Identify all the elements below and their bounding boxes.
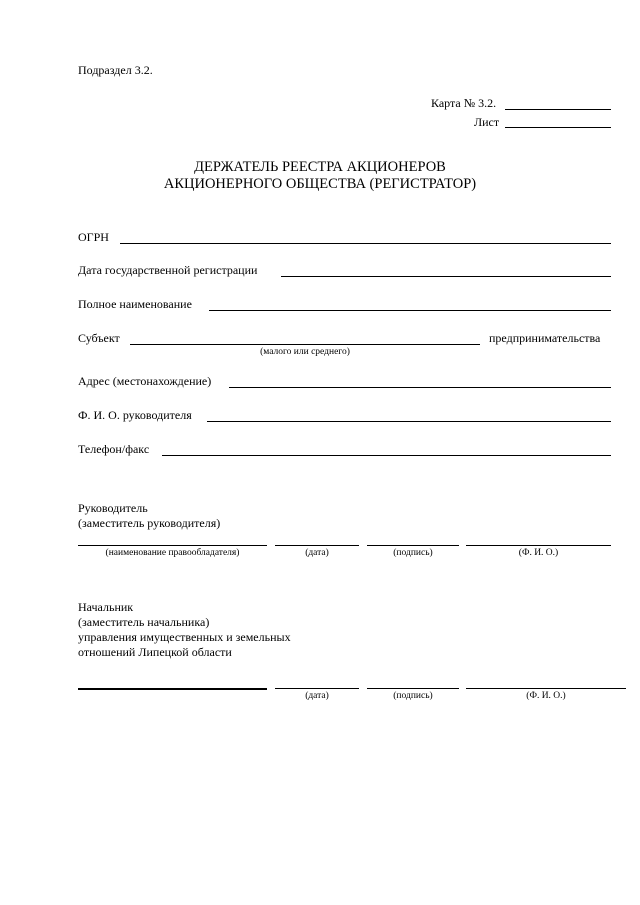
document-title-line1: ДЕРЖАТЕЛЬ РЕЕСТРА АКЦИОНЕРОВ [194,159,446,175]
director-field[interactable] [207,421,611,422]
signature1-sign-field[interactable] [367,545,459,546]
signature2-name-field[interactable] [78,688,267,690]
signature2-date-field[interactable] [275,688,359,689]
reg-date-label: Дата государственной регистрации [78,263,258,277]
signature1-holder-field[interactable] [78,545,267,546]
sheet-label: Лист [474,115,500,129]
reg-date-field[interactable] [281,276,611,277]
director-label: Ф. И. О. руководителя [78,408,192,422]
signature2-sign-field[interactable] [367,688,459,689]
signature1-date-field[interactable] [275,545,359,546]
signature1-holder-caption: (наименование правообладателя) [105,548,240,558]
ogrn-field[interactable] [120,243,611,244]
subject-label: Субъект [78,331,120,345]
phone-label: Телефон/факс [78,442,150,456]
document-title-line2: АКЦИОНЕРНОГО ОБЩЕСТВА (РЕГИСТРАТОР) [163,176,477,192]
full-name-field[interactable] [209,310,611,311]
address-field[interactable] [229,387,611,388]
signature2-role-deputy: (заместитель начальника) [78,615,210,629]
signature1-date-caption: (дата) [305,548,329,558]
signature1-fio-caption: (Ф. И. О.) [518,548,559,558]
signature2-fio-field[interactable] [466,688,626,689]
subsection-label: Подраздел 3.2. [78,63,153,77]
signature2-department-line1: управления имущественных и земельных [78,630,291,644]
signature1-role-deputy: (заместитель руководителя) [78,516,221,530]
full-name-label: Полное наименование [78,297,192,311]
address-label: Адрес (местонахождение) [78,374,212,388]
sheet-field[interactable] [505,127,611,128]
signature1-fio-field[interactable] [466,545,611,546]
signature1-role: Руководитель [78,501,148,515]
subject-hint: (малого или среднего) [260,347,350,357]
subject-field[interactable] [130,344,480,345]
card-number-field[interactable] [505,109,611,110]
signature2-fio-caption: (Ф. И. О.) [526,691,566,701]
phone-field[interactable] [162,455,611,456]
signature1-sign-caption: (подпись) [393,548,433,558]
signature2-role: Начальник [78,600,134,614]
signature2-sign-caption: (подпись) [393,691,433,701]
signature2-date-caption: (дата) [305,691,329,701]
card-number-label: Карта № 3.2. [431,96,497,110]
signature2-department-line2: отношений Липецкой области [78,645,232,659]
subject-suffix-label: предпринимательства [489,331,601,345]
ogrn-label: ОГРН [78,230,109,244]
